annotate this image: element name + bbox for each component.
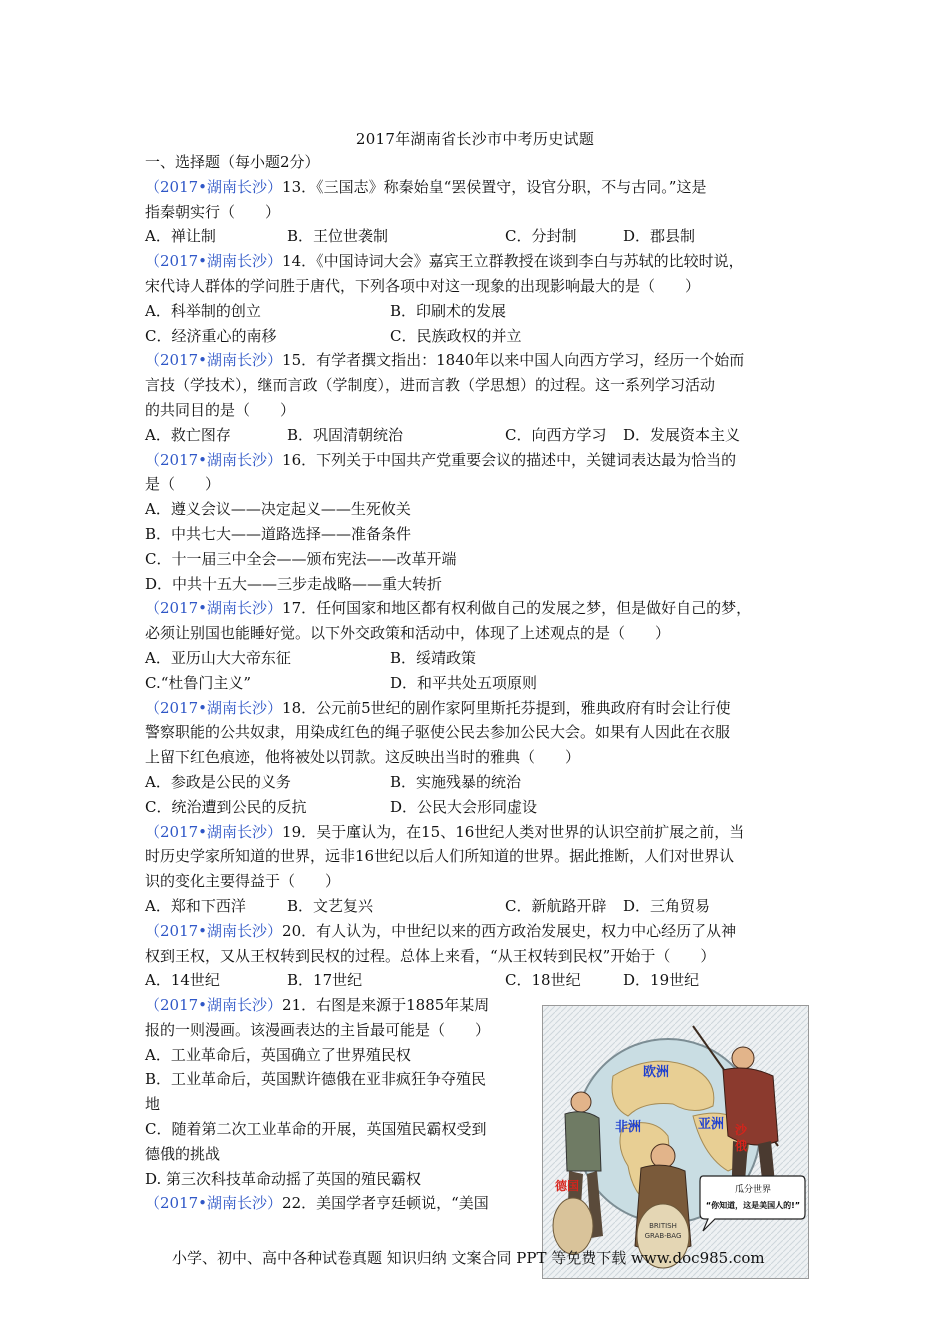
question-item [145, 919, 810, 993]
question-source: （2017•湖南长沙） [145, 698, 283, 717]
bag-label-2: GRAB-BAG [644, 1232, 682, 1240]
question-item [145, 348, 810, 447]
option-a: A．参政是公民的义务 [145, 772, 291, 791]
label-asia: 亚洲 [698, 1117, 725, 1132]
question-stem-line: 识的变化主要得益于（ ） [145, 872, 341, 891]
question-stem-line: 13．《三国志》称秦始皇“罢侯置守，设官分职，不与古同。”这是 [282, 177, 707, 196]
option-a: A．亚历山大大帝东征 [145, 648, 291, 667]
question-header-line [145, 448, 810, 473]
option-c: C．分封制 [505, 227, 577, 246]
option-row [145, 497, 810, 522]
bag-label: BRITISH [649, 1222, 677, 1230]
option-a: A．救亡图存 [145, 425, 231, 444]
option-a: B．中共七大——道路选择——准备条件 [145, 524, 412, 543]
option-b: C．民族政权的并立 [390, 326, 522, 345]
option-b: B．17世纪 [287, 971, 363, 990]
question-item [145, 249, 810, 348]
option-b: D．公民大会形同虚设 [390, 797, 538, 816]
option-b: B．王位世袭制 [287, 227, 389, 246]
question-item [145, 596, 810, 695]
option-a: C.“杜鲁门主义” [145, 673, 252, 692]
option-b: B．文艺复兴 [287, 896, 374, 915]
question-stem-line: 必须让别国也能睡好觉。以下外交政策和活动中，体现了上述观点的是（ ） [145, 624, 671, 643]
option-row [145, 968, 810, 993]
option-b-cont: 地 [145, 1095, 161, 1114]
question-stem-line: 15．有学者撰文指出：1840年以来中国人向西方学习，经历一个始而 [282, 351, 745, 370]
question-stem-line: 权到王权，又从王权转到民权的过程。总体上来看，“从王权转到民权”开始于（ ） [145, 946, 716, 965]
label-germany: 德国 [555, 1179, 580, 1193]
question-stem-line: 指秦朝实行（ ） [145, 202, 281, 221]
question-stem-line: 言技（学技术），继而言政（学制度），进而言教（学思想）的过程。这一系列学习活动 [145, 376, 716, 395]
option-row [145, 646, 810, 671]
option-c: C．新航路开辟 [505, 896, 607, 915]
question-source: （2017•湖南长沙） [145, 921, 283, 940]
question-item [145, 696, 810, 820]
option-a: C．经济重心的南移 [145, 326, 277, 345]
option-row [145, 671, 810, 696]
question-stem-line: 警察职能的公共奴隶，用染成红色的绳子驱使公民去参加公民大会。如果有人因此在衣服 [145, 723, 731, 742]
question-header-line [145, 919, 810, 944]
option-a: D．中共十五大——三步走战略——重大转折 [145, 574, 443, 593]
option-row [145, 522, 810, 547]
question-stem-line: 18．公元前5世纪的剧作家阿里斯托芬提到，雅典政府有时会让行使 [282, 698, 731, 717]
option-d: D. 第三次科技革命动摇了英国的殖民霸权 [145, 1169, 422, 1188]
cartoon-image [542, 1005, 809, 1279]
option-a: A．遵义会议——决定起义——生死攸关 [145, 500, 411, 519]
question-stem-line: 22．美国学者亨廷顿说，“美国 [282, 1194, 489, 1213]
option-a: A．14世纪 [145, 971, 220, 990]
question-stem-line: 是（ ） [145, 475, 221, 494]
option-row [145, 423, 810, 448]
question-source: （2017•湖南长沙） [145, 822, 283, 841]
option-b: B．印刷术的发展 [390, 301, 507, 320]
option-d: D．郡县制 [623, 227, 696, 246]
question-stem-line: 宋代诗人群体的学问胜于唐代，下列各项中对这一现象的出现影响最大的是（ ） [145, 276, 701, 295]
question-source: （2017•湖南长沙） [145, 177, 283, 196]
option-c: C．随着第二次工业革命的开展，英国殖民霸权受到 [145, 1120, 487, 1139]
label-africa: 非洲 [615, 1120, 642, 1135]
question-header-line [145, 175, 810, 200]
question-stem-line: 时历史学家所知道的世界，远非16世纪以后人们所知道的世界。据此推断，人们对世界认 [145, 847, 735, 866]
option-row [145, 894, 810, 919]
option-d: D．19世纪 [623, 971, 700, 990]
question-source: （2017•湖南长沙） [145, 252, 283, 271]
question-stem-line: 21．右图是来源于1885年某周 [282, 996, 490, 1015]
option-a: A．禅让制 [145, 227, 216, 246]
label-russia-1: 沙 [735, 1123, 748, 1137]
option-a: C．统治遭到公民的反抗 [145, 797, 307, 816]
section-heading: 一、选择题（每小题2分） [145, 153, 320, 171]
bubble-quote: “你知道，这是美国人的!” [705, 1201, 801, 1210]
option-b: B．工业革命后，英国默许德俄在亚非疯狂争夺殖民 [145, 1070, 487, 1089]
option-b: B．绥靖政策 [390, 648, 477, 667]
option-c: C．向西方学习 [505, 425, 607, 444]
option-a: A．郑和下西洋 [145, 896, 246, 915]
question-source: （2017•湖南长沙） [145, 1194, 283, 1213]
question-item [145, 820, 810, 919]
question-stem-line: 20．有人认为，中世纪以来的西方政治发展史，权力中心经历了从神 [282, 921, 737, 940]
question-list [145, 175, 810, 993]
label-europe: 欧洲 [643, 1065, 670, 1080]
question-stem-line: 14．《中国诗词大会》嘉宾王立群教授在谈到李白与苏轼的比较时说， [282, 252, 744, 271]
question-22 [145, 1191, 540, 1216]
question-source: （2017•湖南长沙） [145, 351, 283, 370]
question-source: （2017•湖南长沙） [145, 599, 283, 618]
option-row [145, 547, 810, 572]
question-stem-line: 16．下列关于中国共产党重要会议的描述中，关键词表达最为恰当的 [282, 450, 737, 469]
question-header-line [145, 820, 810, 845]
option-c-cont: 德俄的挑战 [145, 1144, 221, 1163]
question-stem-line: 17．任何国家和地区都有权利做自己的发展之梦，但是做好自己的梦， [282, 599, 752, 618]
bubble-title: 瓜分世界 [734, 1185, 772, 1195]
question-header-line [145, 696, 810, 721]
option-b: B．实施残暴的统治 [390, 772, 522, 791]
question-header-line [145, 249, 810, 274]
option-a: A．科举制的创立 [145, 301, 261, 320]
option-b: D．和平共处五项原则 [390, 673, 538, 692]
option-d: D．发展资本主义 [623, 425, 741, 444]
option-row [145, 770, 810, 795]
option-row [145, 224, 810, 249]
question-source: （2017•湖南长沙） [145, 450, 283, 469]
label-russia-2: 俄 [735, 1139, 748, 1153]
question-stem-line: 上留下红色痕迹，他将被处以罚款。这反映出当时的雅典（ ） [145, 748, 581, 767]
option-row [145, 324, 810, 349]
question-header-line [145, 348, 810, 373]
question-stem-line: 19．吴于廑认为，在15、16世纪人类对世界的认识空前扩展之前，当 [282, 822, 745, 841]
question-header-line [145, 596, 810, 621]
option-a: A．工业革命后，英国确立了世界殖民权 [145, 1045, 411, 1064]
option-b: B．巩固清朝统治 [287, 425, 404, 444]
question-stem-line: 的共同目的是（ ） [145, 400, 296, 419]
option-row [145, 299, 810, 324]
question-21 [145, 993, 540, 1216]
question-item [145, 175, 810, 249]
option-row [145, 795, 810, 820]
option-a: C．十一届三中全会——颁布宪法——改革开端 [145, 549, 457, 568]
exam-title: 2017年湖南省长沙市中考历史试题 [355, 130, 595, 148]
question-stem-line: 报的一则漫画。该漫画表达的主旨最可能是（ ） [145, 1020, 491, 1039]
question-item [145, 448, 810, 597]
question-source: （2017•湖南长沙） [145, 996, 283, 1015]
option-c: C．18世纪 [505, 971, 581, 990]
option-row [145, 572, 810, 597]
option-d: D．三角贸易 [623, 896, 711, 915]
page-footer: 小学、初中、高中各种试卷真题 知识归纳 文案合同 PPT 等免费下载 www.doc985.com [172, 1249, 765, 1267]
